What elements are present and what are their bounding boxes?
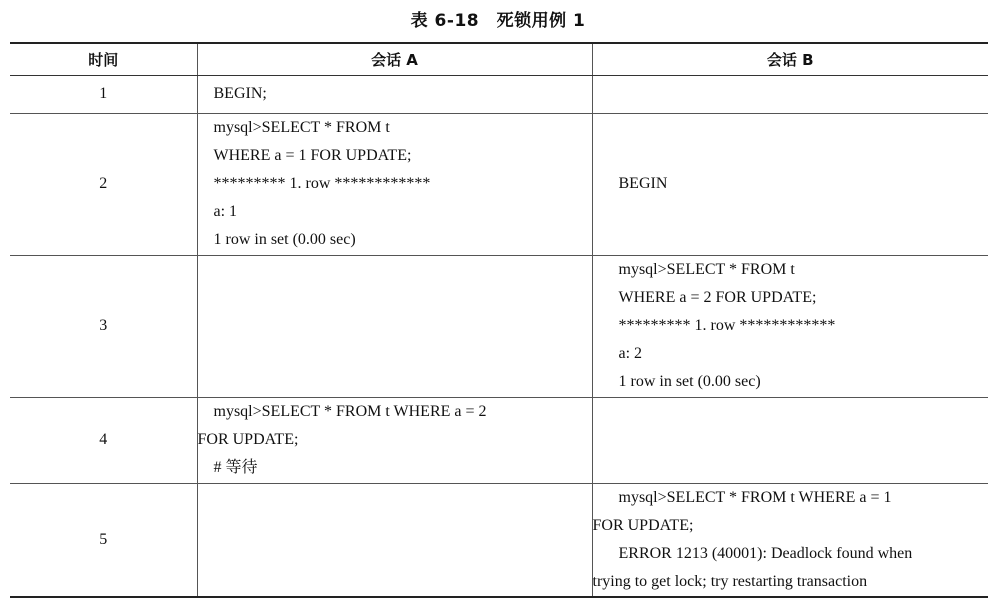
session-b-cell — [592, 255, 988, 397]
code-line: a: 2 — [618, 345, 643, 362]
session-a-cell — [197, 255, 592, 397]
code-line: WHERE a = 2 FOR UPDATE; — [618, 289, 817, 306]
table-caption: 表 6-18 死锁用例 1 — [410, 11, 586, 31]
time-cell: 2 — [10, 113, 197, 255]
session-a-cell — [197, 397, 592, 483]
header-session-b: 会话 B — [592, 43, 988, 75]
session-a-cell — [197, 75, 592, 113]
code-line: mysql>SELECT * FROM t WHERE a = 2 — [213, 403, 487, 420]
table-row — [10, 113, 988, 255]
session-a-cell — [197, 113, 592, 255]
code-line: FOR UPDATE; — [197, 431, 299, 448]
error-line: trying to get lock; try restarting transaction — [592, 572, 868, 590]
code-line: BEGIN; — [213, 85, 267, 102]
code-line: mysql>SELECT * FROM t WHERE a = 1 — [618, 488, 892, 506]
deadlock-table — [10, 42, 988, 598]
table-row — [10, 75, 988, 113]
time-cell: 5 — [10, 483, 197, 597]
time-cell: 1 — [10, 75, 197, 113]
header-row — [10, 43, 988, 75]
table-row — [10, 397, 988, 483]
session-a-cell — [197, 483, 592, 597]
code-line: ********* 1. row ************ — [213, 175, 431, 192]
session-b-cell — [592, 397, 988, 483]
code-line: mysql>SELECT * FROM t — [213, 119, 390, 136]
session-b-cell — [592, 113, 988, 255]
code-line: BEGIN — [618, 175, 668, 192]
time-cell: 3 — [10, 255, 197, 397]
table-row — [10, 483, 988, 597]
session-b-cell — [592, 75, 988, 113]
code-line: ********* 1. row ************ — [618, 317, 836, 334]
header-time: 时间 — [10, 43, 197, 75]
code-line: FOR UPDATE; — [592, 516, 694, 534]
session-b-cell — [592, 483, 988, 597]
code-line: mysql>SELECT * FROM t — [618, 261, 795, 278]
code-line: a: 1 — [213, 203, 238, 220]
time-cell: 4 — [10, 397, 197, 483]
table-row — [10, 255, 988, 397]
code-line: WHERE a = 1 FOR UPDATE; — [213, 147, 412, 164]
comment-line: # 等待 — [213, 459, 258, 476]
code-line: 1 row in set (0.00 sec) — [213, 231, 356, 248]
header-session-a: 会话 A — [197, 43, 592, 75]
code-line: 1 row in set (0.00 sec) — [618, 373, 761, 390]
error-line: ERROR 1213 (40001): Deadlock found when — [618, 544, 913, 562]
